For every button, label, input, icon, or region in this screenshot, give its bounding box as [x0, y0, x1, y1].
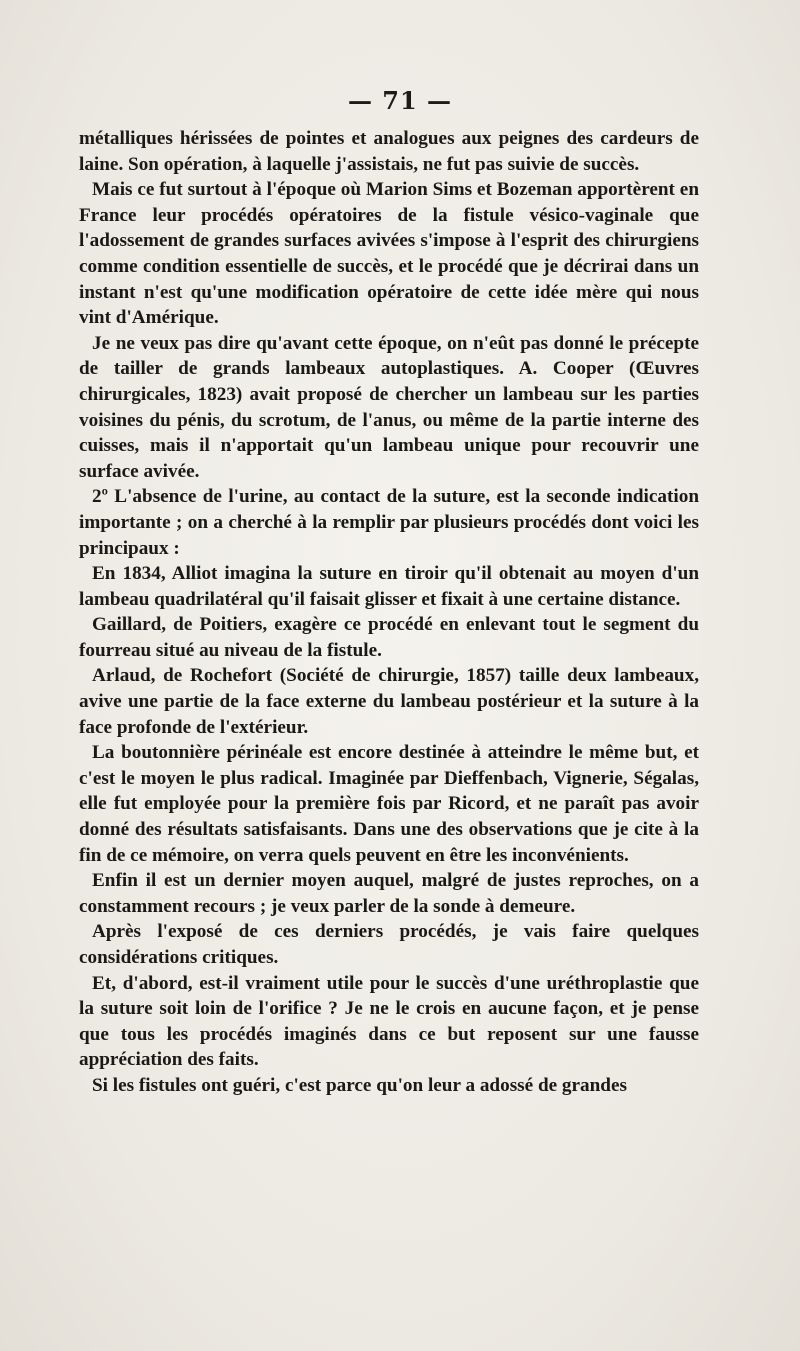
paragraph: Arlaud, de Rochefort (Société de chirurgie, 1857) taille deux lambeaux, avive une partie de la face externe du lambeau postérieur et la suture à la face profonde de l'extérieur.	[79, 665, 699, 738]
body-text	[79, 126, 699, 1099]
paragraph: Mais ce fut surtout à l'époque où Marion Sims et Bozeman apportèrent en France leur procédés opératoires de la fistule vésico-vaginale que l'adossement de grandes surfaces avivées s'impose à l'esprit des chirurgiens comme condition essentielle de succès, et le procédé que je décrirai dans un instant n'est qu'une modification opératoire de cette idée mère qui nous vint d'Amérique.	[79, 179, 699, 329]
paragraph: La boutonnière périnéale est encore destinée à atteindre le même but, et c'est le moyen le plus radical. Imaginée par Dieffenbach, Vignerie, Ségalas, elle fut employée pour la première fois par Ricord, et ne paraît pas avoir donné des résultats satisfaisants. Dans une des observations que je cite à la fin de ce mémoire, on verra quels peuvent en être les inconvénients.	[79, 742, 699, 866]
paragraph: métalliques hérissées de pointes et analogues aux peignes des cardeurs de laine. Son opération, à laquelle j'assistais, ne fut pas suivie de succès.	[79, 128, 699, 175]
paragraph: Enfin il est un dernier moyen auquel, malgré de justes reproches, on a constamment recours ; je veux parler de la sonde à demeure.	[79, 870, 699, 917]
paragraph: Je ne veux pas dire qu'avant cette époque, on n'eût pas donné le précepte de tailler de grands lambeaux autoplastiques. A. Cooper (Œuvres chirurgicales, 1823) avait proposé de chercher un lambeau sur les parties voisines du pénis, du scrotum, de l'anus, ou même de la partie interne des cuisses, mais il n'apportait qu'un lambeau unique pour recouvrir une surface avivée.	[79, 332, 699, 482]
paragraph: Gaillard, de Poitiers, exagère ce procédé en enlevant tout le segment du fourreau situé au niveau de la fistule.	[79, 614, 699, 661]
page-number: — 71 —	[347, 86, 453, 115]
paragraph: En 1834, Alliot imagina la suture en tiroir qu'il obtenait au moyen d'un lambeau quadrilatéral qu'il faisait glisser et fixait à une certaine distance.	[79, 563, 699, 610]
paragraph: 2º L'absence de l'urine, au contact de la suture, est la seconde indication importante ; on a cherché à la remplir par plusieurs procédés dont voici les principaux :	[79, 486, 699, 559]
paragraph: Si les fistules ont guéri, c'est parce qu'on leur a adossé de grandes	[92, 1074, 627, 1096]
paragraph: Après l'exposé de ces derniers procédés, je vais faire quelques considérations critiques.	[79, 921, 699, 968]
paragraph: Et, d'abord, est-il vraiment utile pour le succès d'une uréthroplastie que la suture soit loin de l'orifice ? Je ne le crois en aucune façon, et je pense que tous les procédés imaginés dans ce but reposent sur une fausse appréciation des faits.	[79, 972, 699, 1071]
